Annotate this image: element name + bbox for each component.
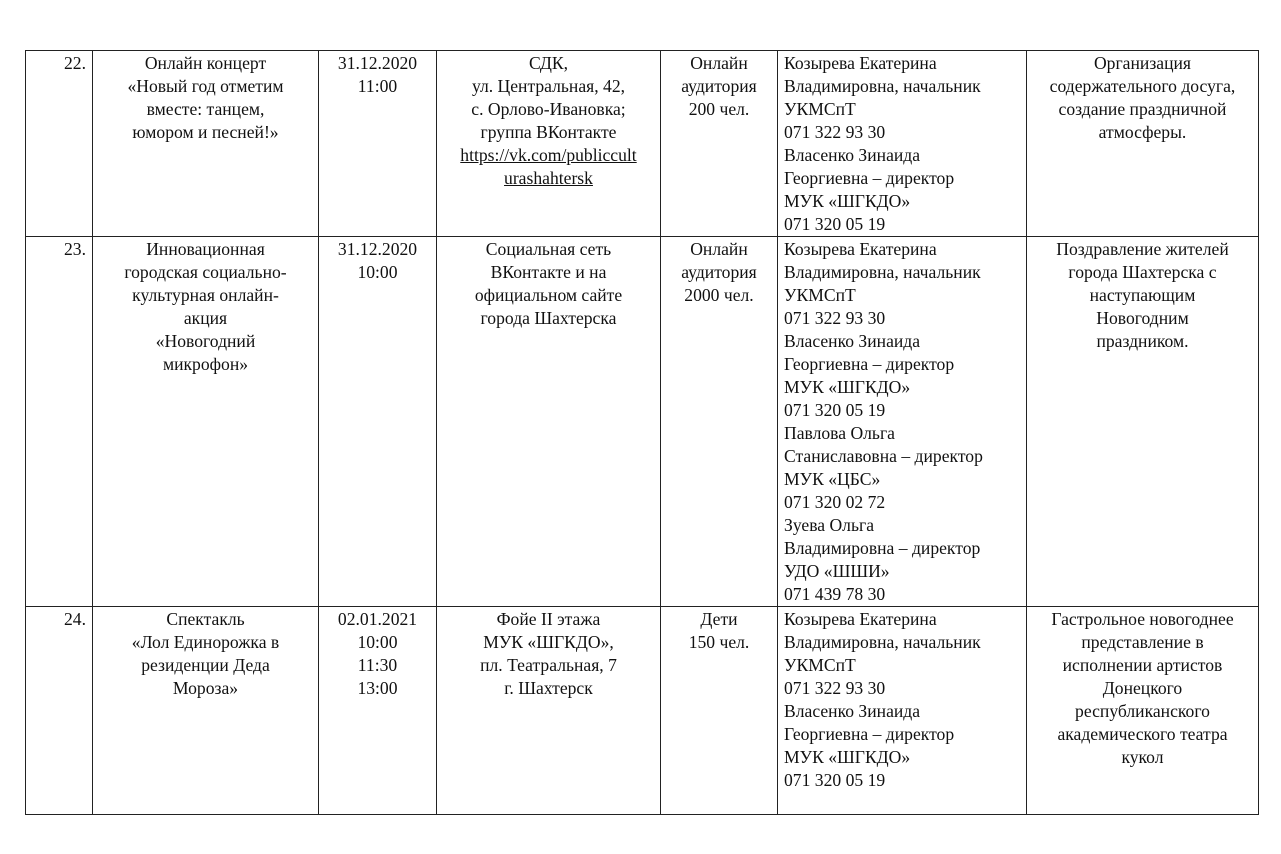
responsible-line: Георгиевна – директор xyxy=(784,354,955,374)
goal-cell xyxy=(1027,237,1259,607)
responsible-cell xyxy=(778,237,1027,607)
event-name-line: Спектакль xyxy=(166,609,245,629)
responsible-cell xyxy=(778,51,1027,237)
place-line: с. Орлово-Ивановка; xyxy=(471,99,626,119)
table-row xyxy=(26,51,1259,237)
place-line: пл. Театральная, 7 xyxy=(480,655,617,675)
responsible-line: Павлова Ольга xyxy=(784,423,895,443)
responsible-line: Георгиевна – директор xyxy=(784,168,955,188)
place-line: официальном сайте xyxy=(474,285,623,305)
audience-line: Онлайн xyxy=(690,53,748,73)
place-line: города Шахтерска xyxy=(480,308,617,328)
event-time: 11:30 xyxy=(357,655,398,675)
phone-number: 071 322 93 30 xyxy=(784,678,886,698)
responsible-line: МУК «ЦБС» xyxy=(784,469,881,489)
place-cell xyxy=(437,51,661,237)
place-line: г. Шахтерск xyxy=(504,678,593,698)
vk-link[interactable]: https://vk.com/publiccult xyxy=(460,145,637,165)
audience-cell xyxy=(661,51,778,237)
phone-number: 071 320 02 72 xyxy=(784,492,886,512)
events-table xyxy=(25,50,1259,815)
goal-line: республиканского xyxy=(1075,701,1210,721)
responsible-line: Власенко Зинаида xyxy=(784,145,921,165)
responsible-line: УДО «ШШИ» xyxy=(784,561,890,581)
row-number: 24. xyxy=(64,609,86,629)
goal-line: Поздравление жителей xyxy=(1056,239,1229,259)
event-name-line: Мороза» xyxy=(172,678,239,698)
goal-line: кукол xyxy=(1121,747,1164,767)
responsible-line: Владимировна, начальник xyxy=(784,262,981,282)
goal-line: Гастрольное новогоднее xyxy=(1051,609,1234,629)
responsible-line: Козырева Екатерина xyxy=(784,609,937,629)
datetime-cell xyxy=(319,607,437,815)
event-name-line: городская социально- xyxy=(124,262,287,282)
place-line: ул. Центральная, 42, xyxy=(471,76,626,96)
datetime-cell xyxy=(319,237,437,607)
event-name-line: вместе: танцем, xyxy=(146,99,265,119)
event-date: 02.01.2021 xyxy=(337,609,418,629)
audience-line: аудитория xyxy=(681,76,757,96)
responsible-line: Козырева Екатерина xyxy=(784,239,937,259)
responsible-line: Владимировна, начальник xyxy=(784,76,981,96)
event-name-cell xyxy=(93,51,319,237)
event-name-line: микрофон» xyxy=(162,354,249,374)
vk-link-continuation[interactable]: urashahtersk xyxy=(504,168,593,188)
responsible-line: УКМСпТ xyxy=(784,655,856,675)
audience-cell xyxy=(661,237,778,607)
row-number-cell xyxy=(26,51,93,237)
goal-line: исполнении артистов xyxy=(1062,655,1223,675)
goal-line: города Шахтерска с xyxy=(1068,262,1217,282)
responsible-line: МУК «ШГКДО» xyxy=(784,377,911,397)
place-line: Фойе II этажа xyxy=(496,609,601,629)
responsible-line: Владимировна, начальник xyxy=(784,632,981,652)
event-name-line: «Новый год отметим xyxy=(127,76,284,96)
row-number-cell xyxy=(26,607,93,815)
responsible-line: МУК «ШГКДО» xyxy=(784,747,911,767)
audience-cell xyxy=(661,607,778,815)
event-name-line: юмором и песней!» xyxy=(132,122,279,142)
goal-cell xyxy=(1027,51,1259,237)
responsible-cell xyxy=(778,607,1027,815)
responsible-line: Станиславовна – директор xyxy=(784,446,983,466)
place-line: СДК, xyxy=(529,53,568,73)
place-line: Социальная сеть xyxy=(485,239,612,259)
responsible-line: УКМСпТ xyxy=(784,99,856,119)
datetime-cell xyxy=(319,51,437,237)
phone-number: 071 320 05 19 xyxy=(784,400,886,420)
event-time: 10:00 xyxy=(357,632,398,652)
goal-cell xyxy=(1027,607,1259,815)
phone-number: 071 322 93 30 xyxy=(784,308,886,328)
audience-count: 200 чел. xyxy=(688,99,750,119)
goal-line: Донецкого xyxy=(1102,678,1183,698)
audience-line: аудитория xyxy=(681,262,757,282)
audience-line: Дети xyxy=(700,609,738,629)
event-name-line: «Новогодний xyxy=(155,331,256,351)
table-row xyxy=(26,607,1259,815)
event-name-line: акция xyxy=(183,308,228,328)
audience-count: 150 чел. xyxy=(688,632,750,652)
responsible-line: Власенко Зинаида xyxy=(784,701,921,721)
audience-count: 2000 чел. xyxy=(684,285,754,305)
event-date: 31.12.2020 xyxy=(337,53,418,73)
event-date: 31.12.2020 xyxy=(337,239,418,259)
responsible-line: МУК «ШГКДО» xyxy=(784,191,911,211)
goal-line: создание праздничной xyxy=(1058,99,1227,119)
event-time: 11:00 xyxy=(357,76,398,96)
place-line: МУК «ШГКДО», xyxy=(483,632,614,652)
responsible-line: УКМСпТ xyxy=(784,285,856,305)
event-name-cell xyxy=(93,607,319,815)
goal-line: академического театра xyxy=(1057,724,1228,744)
goal-line: Организация xyxy=(1093,53,1192,73)
phone-number: 071 322 93 30 xyxy=(784,122,886,142)
responsible-line: Георгиевна – директор xyxy=(784,724,955,744)
event-name-cell xyxy=(93,237,319,607)
responsible-line: Козырева Екатерина xyxy=(784,53,937,73)
event-name-line: культурная онлайн- xyxy=(132,285,279,305)
phone-number: 071 320 05 19 xyxy=(784,770,886,790)
event-name-line: Инновационная xyxy=(146,239,265,259)
row-number-cell xyxy=(26,237,93,607)
goal-line: содержательного досуга, xyxy=(1049,76,1236,96)
responsible-line: Власенко Зинаида xyxy=(784,331,921,351)
goal-line: атмосферы. xyxy=(1098,122,1187,142)
place-line: группа ВКонтакте xyxy=(480,122,617,142)
goal-line: праздником. xyxy=(1096,331,1189,351)
row-number: 23. xyxy=(64,239,86,259)
table-row xyxy=(26,237,1259,607)
event-name-line: «Лол Единорожка в xyxy=(131,632,280,652)
goal-line: Новогодним xyxy=(1096,308,1189,328)
event-name-line: Онлайн концерт xyxy=(144,53,267,73)
place-line: ВКонтакте и на xyxy=(490,262,607,282)
phone-number: 071 439 78 30 xyxy=(784,584,886,604)
phone-number: 071 320 05 19 xyxy=(784,214,886,234)
event-name-line: резиденции Деда xyxy=(141,655,270,675)
responsible-line: Зуева Ольга xyxy=(784,515,875,535)
goal-line: наступающим xyxy=(1089,285,1196,305)
place-cell xyxy=(437,237,661,607)
event-time: 10:00 xyxy=(357,262,398,282)
place-cell xyxy=(437,607,661,815)
audience-line: Онлайн xyxy=(690,239,748,259)
responsible-line: Владимировна – директор xyxy=(784,538,981,558)
event-time: 13:00 xyxy=(357,678,398,698)
goal-line: представление в xyxy=(1081,632,1204,652)
row-number: 22. xyxy=(64,53,86,73)
